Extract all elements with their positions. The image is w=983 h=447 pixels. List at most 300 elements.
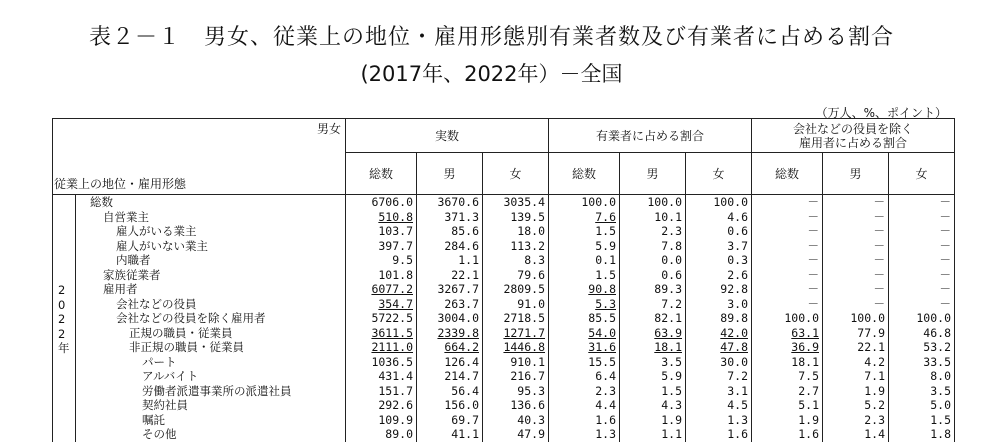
value-cell — [686, 413, 752, 428]
subheader-cell: 女 — [483, 153, 549, 195]
value-cell — [752, 340, 823, 355]
value-cell — [346, 413, 417, 428]
value-cell — [417, 268, 483, 283]
value-text: 3267.7 — [437, 282, 479, 296]
subheader-cell: 女 — [889, 153, 955, 195]
value-text: 15.5 — [588, 354, 616, 369]
value-cell — [549, 282, 620, 297]
value-cell — [549, 427, 620, 442]
value-cell — [417, 210, 483, 225]
table-row — [53, 210, 955, 225]
value-cell — [549, 398, 620, 413]
value-cell — [823, 413, 889, 428]
value-cell — [483, 210, 549, 225]
row-label: 会社などの役員を除く雇用者 — [76, 311, 346, 326]
value-text: 139.5 — [510, 209, 545, 224]
value-text: 4.5 — [727, 398, 748, 412]
value-cell — [483, 326, 549, 341]
value-cell — [823, 355, 889, 370]
value-cell — [686, 195, 752, 210]
value-cell — [346, 195, 417, 210]
value-text: － — [939, 296, 951, 311]
value-cell — [346, 369, 417, 384]
value-cell — [686, 297, 752, 312]
value-text: － — [807, 267, 819, 282]
value-text: 5.0 — [930, 398, 951, 412]
value-cell — [549, 268, 620, 283]
value-text: 7.2 — [727, 369, 748, 383]
table-row — [53, 398, 955, 413]
value-text: － — [873, 253, 885, 267]
value-text: 3035.4 — [503, 195, 545, 209]
value-text: 100.0 — [916, 311, 951, 325]
value-text: 77.9 — [857, 325, 885, 340]
value-cell — [889, 239, 955, 254]
table-row — [53, 195, 955, 210]
value-text: 7.5 — [798, 369, 819, 383]
value-text: 354.7 — [378, 296, 413, 311]
value-text: 136.6 — [510, 398, 545, 412]
value-text: － — [939, 282, 951, 296]
value-text: 79.6 — [517, 267, 545, 282]
value-text: 0.6 — [727, 224, 748, 238]
value-cell — [823, 369, 889, 384]
value-text: 56.4 — [451, 383, 479, 398]
row-label: 総数 — [76, 195, 346, 210]
value-cell — [686, 427, 752, 442]
value-cell — [483, 355, 549, 370]
value-text: 3.5 — [661, 354, 682, 369]
value-text: 216.7 — [510, 369, 545, 383]
value-cell — [549, 210, 620, 225]
subheader-cell: 総数 — [549, 153, 620, 195]
value-cell — [823, 253, 889, 268]
value-cell — [752, 297, 823, 312]
value-cell — [483, 340, 549, 355]
table-row — [53, 413, 955, 428]
value-text: 6706.0 — [371, 195, 413, 209]
value-cell — [823, 282, 889, 297]
value-text: 100.0 — [581, 195, 616, 209]
value-cell — [889, 224, 955, 239]
value-cell — [417, 413, 483, 428]
value-text: 113.2 — [510, 238, 545, 253]
value-text: 1.9 — [798, 412, 819, 427]
value-text: － — [873, 238, 885, 253]
value-cell — [346, 427, 417, 442]
value-cell — [889, 326, 955, 341]
value-cell — [549, 297, 620, 312]
value-text: 5.9 — [661, 369, 682, 383]
value-cell — [549, 340, 620, 355]
value-cell — [346, 384, 417, 399]
value-text: 109.9 — [378, 412, 413, 427]
value-cell — [483, 239, 549, 254]
value-cell — [346, 326, 417, 341]
value-text: 6.4 — [595, 369, 616, 383]
value-cell — [417, 398, 483, 413]
table-row — [53, 369, 955, 384]
value-cell — [620, 224, 686, 239]
value-cell — [483, 413, 549, 428]
value-cell — [889, 311, 955, 326]
value-text: 3.7 — [727, 238, 748, 253]
value-text: 1.8 — [930, 427, 951, 441]
value-cell — [686, 326, 752, 341]
value-cell — [620, 268, 686, 283]
corner-status-label: 従業上の地位・雇用形態 — [54, 177, 187, 191]
subheader-cell: 男 — [620, 153, 686, 195]
value-text: 9.5 — [392, 253, 413, 267]
row-label: パート — [76, 355, 346, 370]
value-text: 4.2 — [864, 354, 885, 369]
value-text: 156.0 — [444, 398, 479, 412]
value-text: 7.2 — [661, 296, 682, 311]
value-cell — [752, 195, 823, 210]
value-text: 2111.0 — [371, 340, 413, 354]
value-text: 63.9 — [654, 325, 682, 340]
value-cell — [549, 326, 620, 341]
row-label: アルバイト — [76, 369, 346, 384]
value-text: 18.1 — [791, 354, 819, 369]
value-text: － — [939, 238, 951, 253]
value-cell — [620, 413, 686, 428]
value-text: － — [939, 209, 951, 224]
value-text: 910.1 — [510, 354, 545, 369]
value-text: 4.4 — [595, 398, 616, 412]
value-cell — [483, 369, 549, 384]
value-text: 89.8 — [720, 311, 748, 325]
value-cell — [620, 210, 686, 225]
value-cell — [620, 355, 686, 370]
value-cell — [752, 384, 823, 399]
value-text: 42.0 — [720, 325, 748, 340]
value-cell — [889, 340, 955, 355]
value-cell — [483, 195, 549, 210]
value-text: 1.1 — [661, 427, 682, 441]
value-text: 10.1 — [654, 209, 682, 224]
value-text: 54.0 — [588, 325, 616, 340]
value-text: 8.0 — [930, 369, 951, 383]
value-cell — [889, 268, 955, 283]
value-cell — [889, 398, 955, 413]
row-label: 雇人がいる業主 — [76, 224, 346, 239]
value-cell — [752, 268, 823, 283]
value-cell — [620, 311, 686, 326]
value-text: 1271.7 — [503, 325, 545, 340]
statistics-table — [52, 118, 955, 442]
group-header-employee-share: 会社などの役員を除く 雇用者に占める割合 — [752, 119, 955, 153]
value-cell — [686, 210, 752, 225]
value-text: 397.7 — [378, 238, 413, 253]
value-cell — [620, 195, 686, 210]
value-text: 1.5 — [661, 383, 682, 398]
value-cell — [686, 369, 752, 384]
value-text: 1.6 — [727, 427, 748, 441]
value-cell — [686, 282, 752, 297]
value-cell — [823, 311, 889, 326]
value-cell — [889, 384, 955, 399]
value-cell — [752, 282, 823, 297]
value-cell — [417, 384, 483, 399]
value-cell — [889, 210, 955, 225]
value-cell — [686, 311, 752, 326]
table-row — [53, 253, 955, 268]
value-text: － — [807, 253, 819, 267]
value-cell — [889, 355, 955, 370]
value-text: － — [939, 195, 951, 209]
value-cell — [686, 268, 752, 283]
value-text: － — [807, 282, 819, 296]
value-cell — [752, 253, 823, 268]
value-cell — [346, 282, 417, 297]
value-text: 0.0 — [661, 253, 682, 267]
table-title: 表２－１ 男女、従業上の地位・雇用形態別有業者数及び有業者に占める割合 — [88, 25, 894, 50]
value-cell — [417, 282, 483, 297]
value-text: 3611.5 — [371, 325, 413, 340]
value-cell — [620, 297, 686, 312]
value-text: 2.7 — [798, 383, 819, 398]
value-text: 1.6 — [798, 427, 819, 441]
value-cell — [620, 340, 686, 355]
value-text: 1.9 — [864, 383, 885, 398]
value-cell — [686, 340, 752, 355]
value-text: － — [807, 209, 819, 224]
value-text: 3670.6 — [437, 195, 479, 209]
year-char: 0 — [58, 297, 66, 312]
value-cell — [417, 326, 483, 341]
value-text: 22.1 — [857, 340, 885, 354]
value-text: 431.4 — [378, 369, 413, 383]
value-text: 2718.5 — [503, 311, 545, 325]
value-text: 6077.2 — [371, 282, 413, 296]
value-cell — [417, 239, 483, 254]
row-label: 雇人がいない業主 — [76, 239, 346, 254]
value-text: 85.5 — [588, 311, 616, 325]
value-text: 2.6 — [727, 267, 748, 282]
value-text: 85.6 — [451, 224, 479, 238]
value-cell — [752, 427, 823, 442]
value-text: 3.5 — [930, 383, 951, 398]
value-text: 53.2 — [923, 340, 951, 354]
value-cell — [823, 384, 889, 399]
value-text: 69.7 — [451, 412, 479, 427]
value-text: － — [873, 209, 885, 224]
value-text: － — [873, 282, 885, 296]
value-text: 22.1 — [451, 267, 479, 282]
value-text: － — [873, 267, 885, 282]
subheader-cell: 男 — [823, 153, 889, 195]
value-cell — [752, 239, 823, 254]
value-cell — [417, 195, 483, 210]
value-cell — [752, 326, 823, 341]
value-cell — [483, 398, 549, 413]
subheader-cell: 総数 — [752, 153, 823, 195]
row-label: 内職者 — [76, 253, 346, 268]
value-cell — [889, 253, 955, 268]
value-cell — [889, 427, 955, 442]
value-cell — [620, 398, 686, 413]
value-text: 664.2 — [444, 340, 479, 354]
value-cell — [346, 239, 417, 254]
value-text: 292.6 — [378, 398, 413, 412]
value-text: 47.9 — [517, 427, 545, 441]
value-cell — [549, 413, 620, 428]
value-text: 18.1 — [654, 340, 682, 354]
value-text: 151.7 — [378, 383, 413, 398]
value-cell — [483, 297, 549, 312]
table-row — [53, 340, 955, 355]
year-char: 2 — [58, 312, 66, 326]
value-cell — [483, 282, 549, 297]
value-text: － — [807, 238, 819, 253]
year-char: 年 — [58, 341, 70, 355]
row-label: 労働者派遣事業所の派遣社員 — [76, 384, 346, 399]
value-text: 7.8 — [661, 238, 682, 253]
value-cell — [549, 253, 620, 268]
value-text: 91.0 — [517, 296, 545, 311]
value-text: 100.0 — [713, 195, 748, 209]
row-label: 契約社員 — [76, 398, 346, 413]
value-cell — [417, 355, 483, 370]
value-text: 8.3 — [524, 253, 545, 267]
value-text: 82.1 — [654, 311, 682, 325]
value-text: 2809.5 — [503, 282, 545, 296]
value-text: 89.0 — [385, 427, 413, 441]
value-text: 0.1 — [595, 253, 616, 267]
table-row — [53, 224, 955, 239]
value-text: 3.0 — [727, 296, 748, 311]
value-cell — [483, 224, 549, 239]
value-cell — [483, 384, 549, 399]
value-cell — [620, 253, 686, 268]
row-label: 家族従業者 — [76, 268, 346, 283]
value-cell — [417, 311, 483, 326]
value-text: 4.6 — [727, 209, 748, 224]
value-cell — [823, 297, 889, 312]
value-text: 90.8 — [588, 282, 616, 296]
table-row — [53, 384, 955, 399]
value-text: 371.3 — [444, 209, 479, 224]
value-cell — [823, 210, 889, 225]
value-cell — [620, 427, 686, 442]
value-text: 89.3 — [654, 282, 682, 296]
row-label: 自営業主 — [76, 210, 346, 225]
table-row — [53, 326, 955, 341]
value-cell — [483, 427, 549, 442]
value-text: 1.5 — [595, 224, 616, 238]
value-cell — [752, 413, 823, 428]
table-subtitle: (2017年、2022年）－全国 — [360, 62, 623, 86]
value-text: 2339.8 — [437, 325, 479, 340]
table-row — [53, 282, 955, 297]
value-cell — [752, 224, 823, 239]
subheader-cell: 男 — [417, 153, 483, 195]
value-cell — [823, 398, 889, 413]
value-cell — [549, 369, 620, 384]
value-text: 18.0 — [517, 224, 545, 238]
value-cell — [686, 355, 752, 370]
value-text: － — [939, 267, 951, 282]
value-text: 1446.8 — [503, 340, 545, 354]
value-cell — [686, 253, 752, 268]
row-label: 雇用者 — [76, 282, 346, 297]
value-text: 92.8 — [720, 282, 748, 296]
value-cell — [752, 398, 823, 413]
table-row — [53, 268, 955, 283]
value-cell — [686, 384, 752, 399]
value-text: 100.0 — [850, 311, 885, 325]
value-cell — [620, 282, 686, 297]
value-text: 31.6 — [588, 340, 616, 354]
value-cell — [346, 398, 417, 413]
value-text: 40.3 — [517, 412, 545, 427]
value-text: － — [873, 296, 885, 311]
value-cell — [823, 326, 889, 341]
row-label: その他 — [76, 427, 346, 442]
value-text: 41.1 — [451, 427, 479, 441]
value-text: 30.0 — [720, 354, 748, 369]
value-text: 214.7 — [444, 369, 479, 383]
value-cell — [483, 311, 549, 326]
value-cell — [823, 239, 889, 254]
value-text: － — [873, 224, 885, 238]
value-text: － — [939, 224, 951, 238]
value-cell — [889, 413, 955, 428]
value-text: 63.1 — [791, 325, 819, 340]
table-row — [53, 239, 955, 254]
value-cell — [823, 195, 889, 210]
value-cell — [752, 355, 823, 370]
subheader-cell: 総数 — [346, 153, 417, 195]
row-label: 正規の職員・従業員 — [76, 326, 346, 341]
row-label: 非正規の職員・従業員 — [76, 340, 346, 355]
value-text: 1.3 — [595, 427, 616, 441]
value-text: 126.4 — [444, 354, 479, 369]
table-row — [53, 297, 955, 312]
value-text: 5.1 — [798, 398, 819, 412]
value-cell — [483, 253, 549, 268]
year-label-cell — [53, 195, 76, 442]
value-text: 33.5 — [923, 354, 951, 369]
value-cell — [417, 340, 483, 355]
value-cell — [549, 384, 620, 399]
value-text: － — [873, 195, 885, 209]
value-text: 1.1 — [458, 253, 479, 267]
value-text: 2.3 — [595, 383, 616, 398]
value-cell — [889, 369, 955, 384]
value-cell — [549, 239, 620, 254]
value-cell — [889, 195, 955, 210]
row-label: 嘱託 — [76, 413, 346, 428]
unit-note: （万人、%、ポイント） — [815, 106, 947, 120]
value-cell — [483, 268, 549, 283]
value-cell — [889, 297, 955, 312]
value-text: 3004.0 — [437, 311, 479, 325]
value-cell — [823, 427, 889, 442]
value-text: 1.3 — [727, 412, 748, 427]
value-text: 46.8 — [923, 325, 951, 340]
value-cell — [346, 311, 417, 326]
value-text: 1.5 — [930, 412, 951, 427]
value-text: 284.6 — [444, 238, 479, 253]
value-text: 101.8 — [378, 267, 413, 282]
value-cell — [417, 224, 483, 239]
value-text: 2.3 — [864, 412, 885, 427]
value-text: － — [807, 296, 819, 311]
value-cell — [346, 224, 417, 239]
group-header-actual: 実数 — [346, 119, 549, 153]
